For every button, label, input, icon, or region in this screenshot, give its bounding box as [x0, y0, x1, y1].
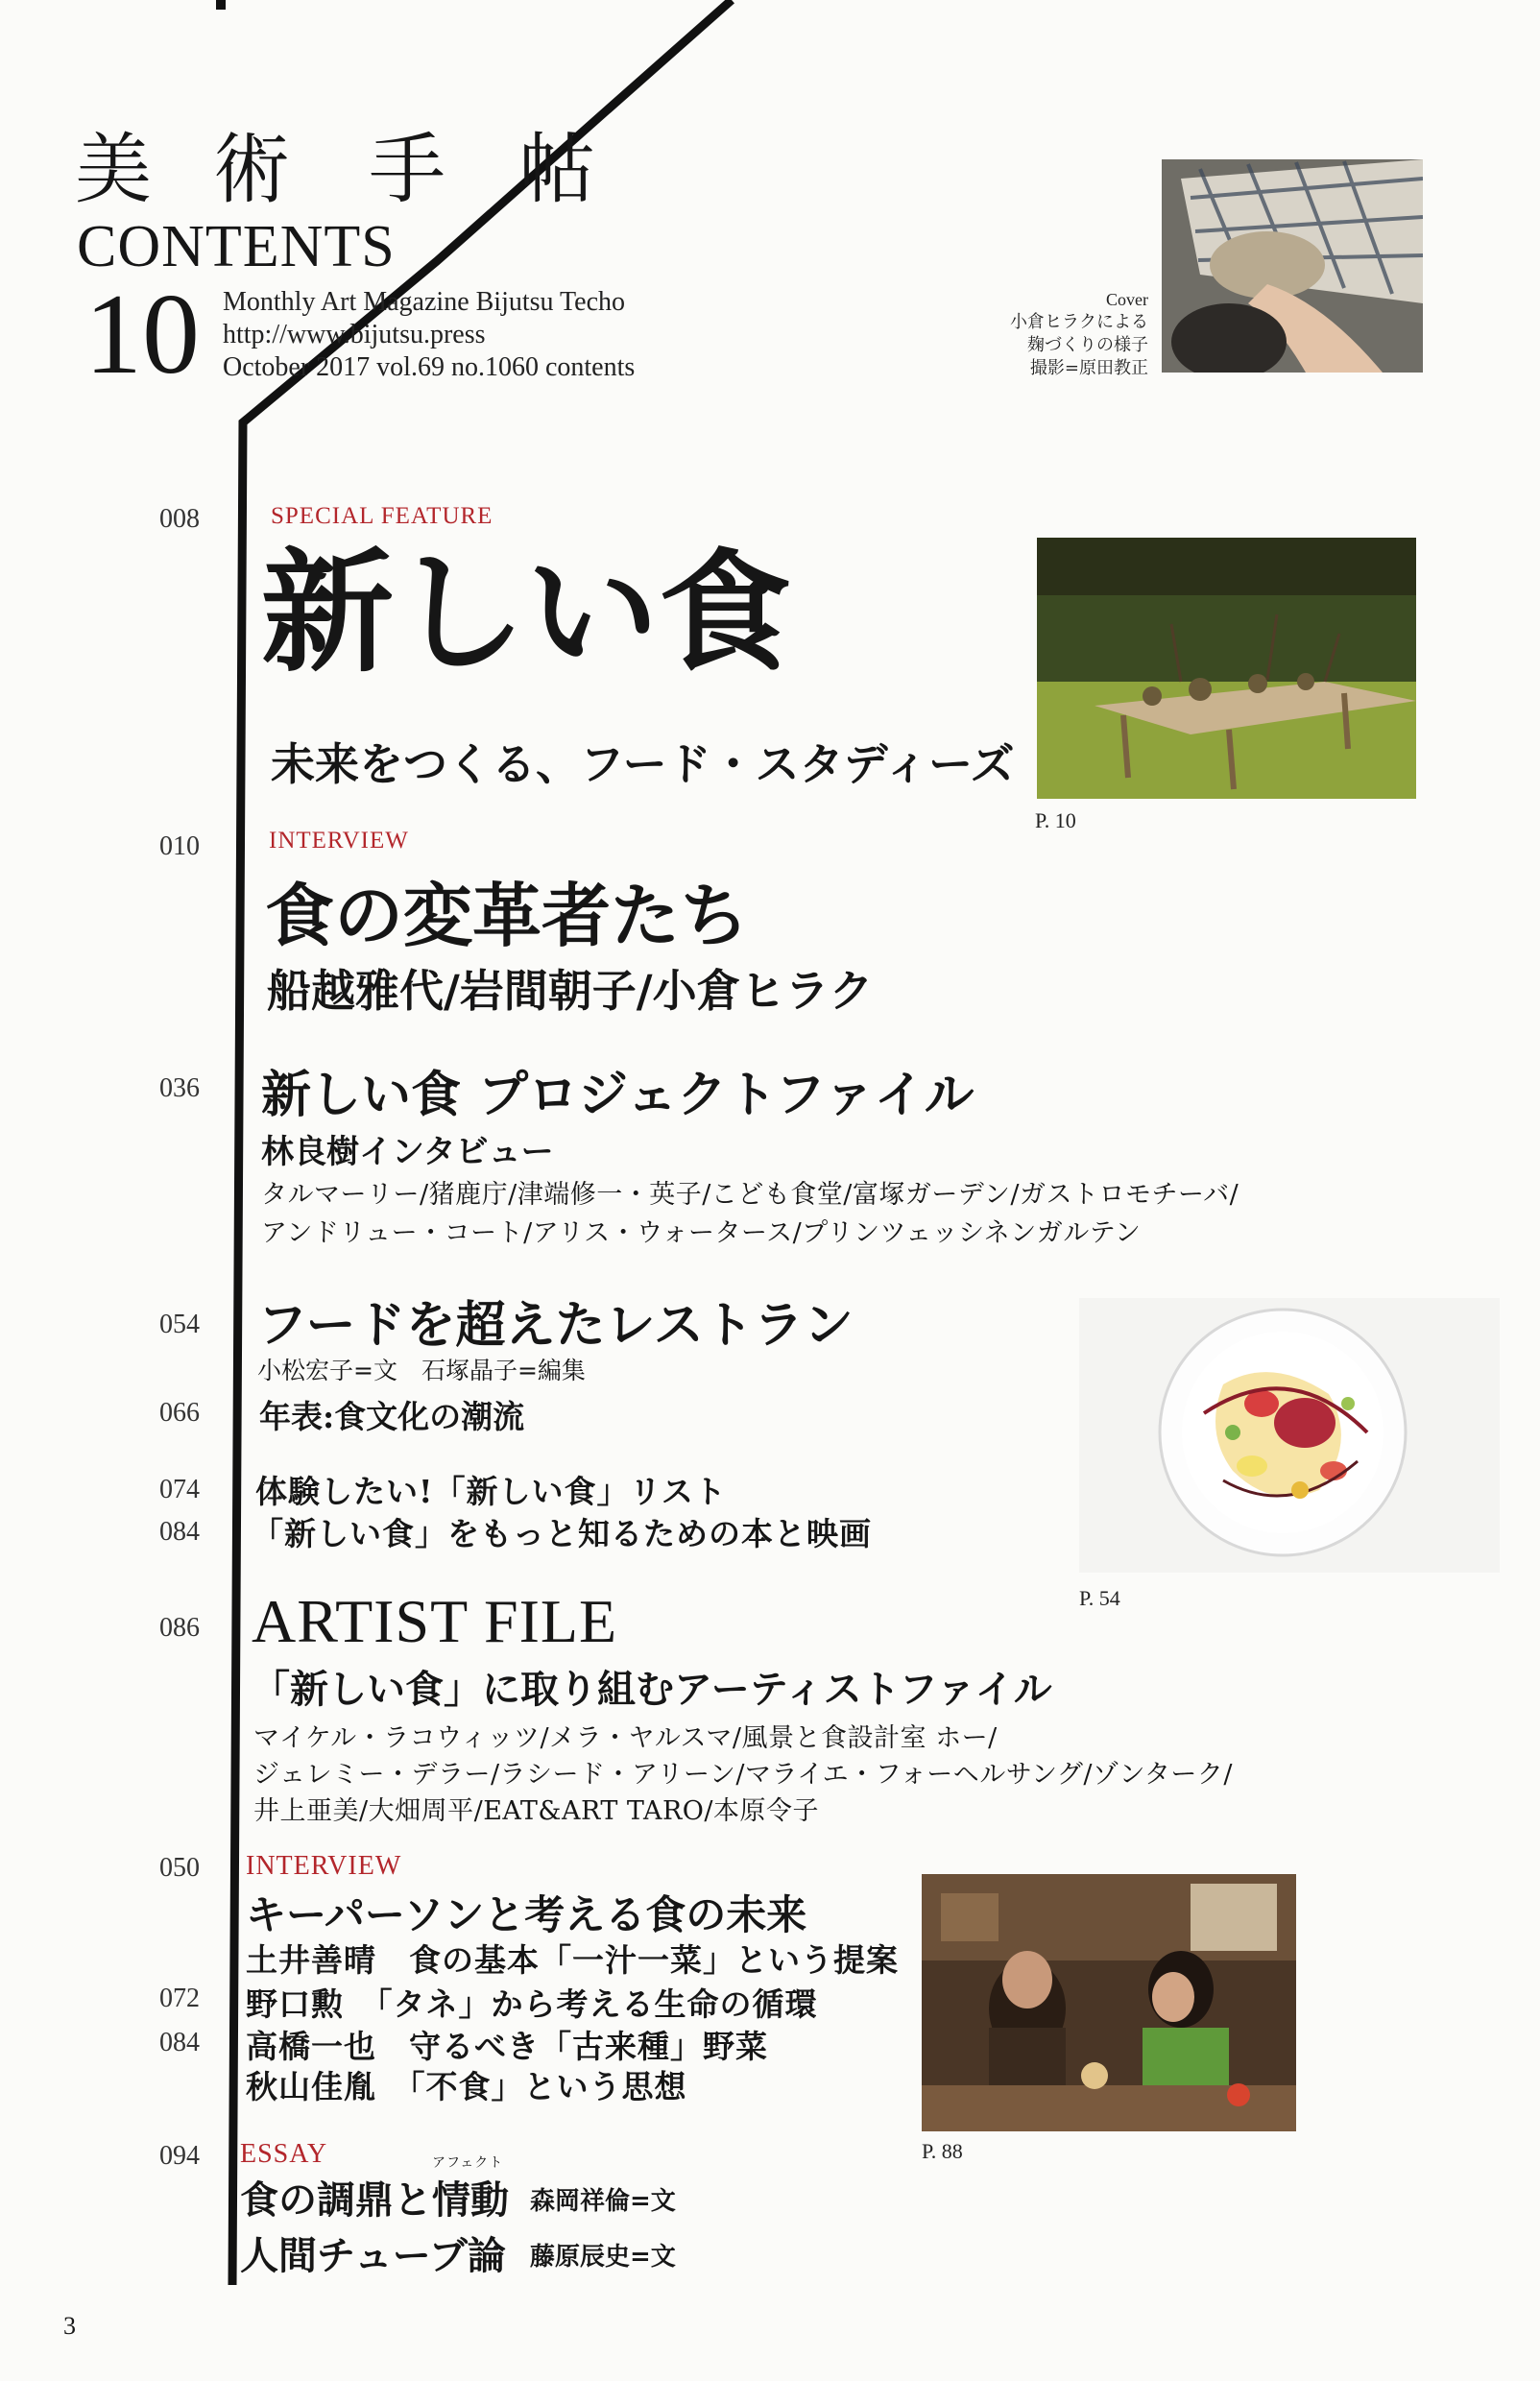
entry-title: 体験したい!「新しい食」リスト	[255, 1473, 727, 1510]
entry-subline: アンドリュー・コート/アリス・ウォータース/プリンツェッシネンガルテン	[261, 1218, 1142, 1248]
entry-subline: 高橋一也 守るべき「古来種」野菜	[246, 2028, 768, 2065]
title-char: 帖	[518, 125, 595, 214]
artist-file-subtitle: 「新しい食」に取り組むアーティストファイル	[252, 1667, 1052, 1712]
artist-file-title: ARTIST FILE	[252, 1587, 618, 1655]
section-kicker: ESSAY	[240, 2139, 328, 2169]
section-kicker: INTERVIEW	[269, 828, 409, 854]
interview-subtitle: 船越雅代/岩間朝子/小倉ヒラク	[267, 965, 874, 1017]
issue-info	[223, 286, 635, 384]
section-kicker: INTERVIEW	[246, 1851, 402, 1881]
info-line: Monthly Art Magazine Bijutsu Techo	[223, 287, 626, 317]
feature-title: 新しい食	[261, 534, 792, 690]
cover-line: 小倉ヒラクによる	[1010, 312, 1148, 332]
entry-title: 年表:食文化の潮流	[259, 1398, 525, 1435]
entry-subline: タルマーリー/猪鹿庁/津端修一・英子/こども食堂/富塚ガーデン/ガストロモチーバ/	[261, 1180, 1239, 1210]
interview-photo	[922, 1874, 1296, 2131]
page-number: 008	[159, 504, 200, 534]
page-number: 074	[159, 1475, 200, 1504]
cover-photo	[1162, 159, 1423, 373]
feature-subtitle: 未来をつくる、フード・スタディーズ	[271, 738, 1015, 790]
entry-subline: 秋山佳胤 「不食」という思想	[246, 2068, 687, 2105]
section-kicker: SPECIAL FEATURE	[271, 503, 493, 529]
entry-title: キーパーソンと考える食の未来	[246, 1891, 807, 1938]
title-char: 美	[75, 125, 152, 214]
entry-subline: 野口勲 「タネ」から考える生命の循環	[246, 1985, 818, 2023]
entry-title: 新しい食 プロジェクトファイル	[261, 1066, 975, 1124]
photo-caption: P. 10	[1035, 808, 1076, 832]
folio: 3	[63, 2312, 76, 2340]
entry-credit: 藤原辰史=文	[530, 2243, 676, 2272]
photo-caption: P. 88	[922, 2139, 963, 2163]
entry-subline: 井上亜美/大畑周平/EAT&ART TARO/本原令子	[253, 1796, 820, 1826]
entry-subline: ジェレミー・デラー/ラシード・アリーン/マライエ・フォーヘルサング/ゾンターク/	[253, 1760, 1234, 1790]
page-number: 072	[159, 1984, 200, 2013]
cover-label: Cover	[1106, 290, 1148, 309]
ruby-text: アフェクト	[432, 2155, 504, 2171]
info-line: October 2017 vol.69 no.1060 contents	[223, 352, 636, 382]
page-number: 036	[159, 1073, 200, 1103]
feature-photo	[1037, 538, 1416, 799]
interview-title: 食の変革者たち	[265, 875, 750, 956]
cover-line: 撮影=原田教正	[1029, 358, 1148, 378]
entry-title: 「新しい食」をもっと知るための本と映画	[252, 1515, 872, 1552]
page-number: 010	[159, 831, 200, 861]
dish-photo	[1079, 1298, 1500, 1573]
page-number: 050	[159, 1853, 200, 1883]
page-number: 086	[159, 1613, 200, 1643]
entry-subline: 林良樹インタビュー	[261, 1133, 554, 1171]
entry-credit: 小松宏子=文 石塚晶子=編集	[257, 1357, 586, 1384]
contents-label: CONTENTS	[77, 214, 396, 279]
entry-subline: マイケル・ラコウィッツ/メラ・ヤルスマ/風景と食設計室 ホー/	[253, 1723, 998, 1753]
page-number: 066	[159, 1398, 200, 1428]
page-number: 054	[159, 1310, 200, 1339]
photo-caption: P. 54	[1079, 1586, 1120, 1610]
page-number: 094	[159, 2141, 200, 2171]
issue-number: 10	[84, 270, 200, 397]
entry-title: 食の調鼎と情動	[240, 2177, 509, 2223]
entry-credit: 森岡祥倫=文	[530, 2187, 676, 2216]
title-char: 手	[369, 125, 445, 214]
page-number: 084	[159, 1517, 200, 1547]
title-char: 術	[213, 125, 290, 214]
cover-line: 麹づくりの様子	[1027, 335, 1148, 355]
entry-title: フードを超えたレストラン	[257, 1296, 854, 1355]
entry-title: 人間チューブ論	[240, 2233, 506, 2278]
info-line: http://www.bijutsu.press	[223, 320, 486, 349]
entry-subline: 土井善晴 食の基本「一汁一菜」という提案	[246, 1941, 899, 1979]
cover-caption	[1010, 288, 1148, 380]
page-number: 084	[159, 2028, 200, 2057]
